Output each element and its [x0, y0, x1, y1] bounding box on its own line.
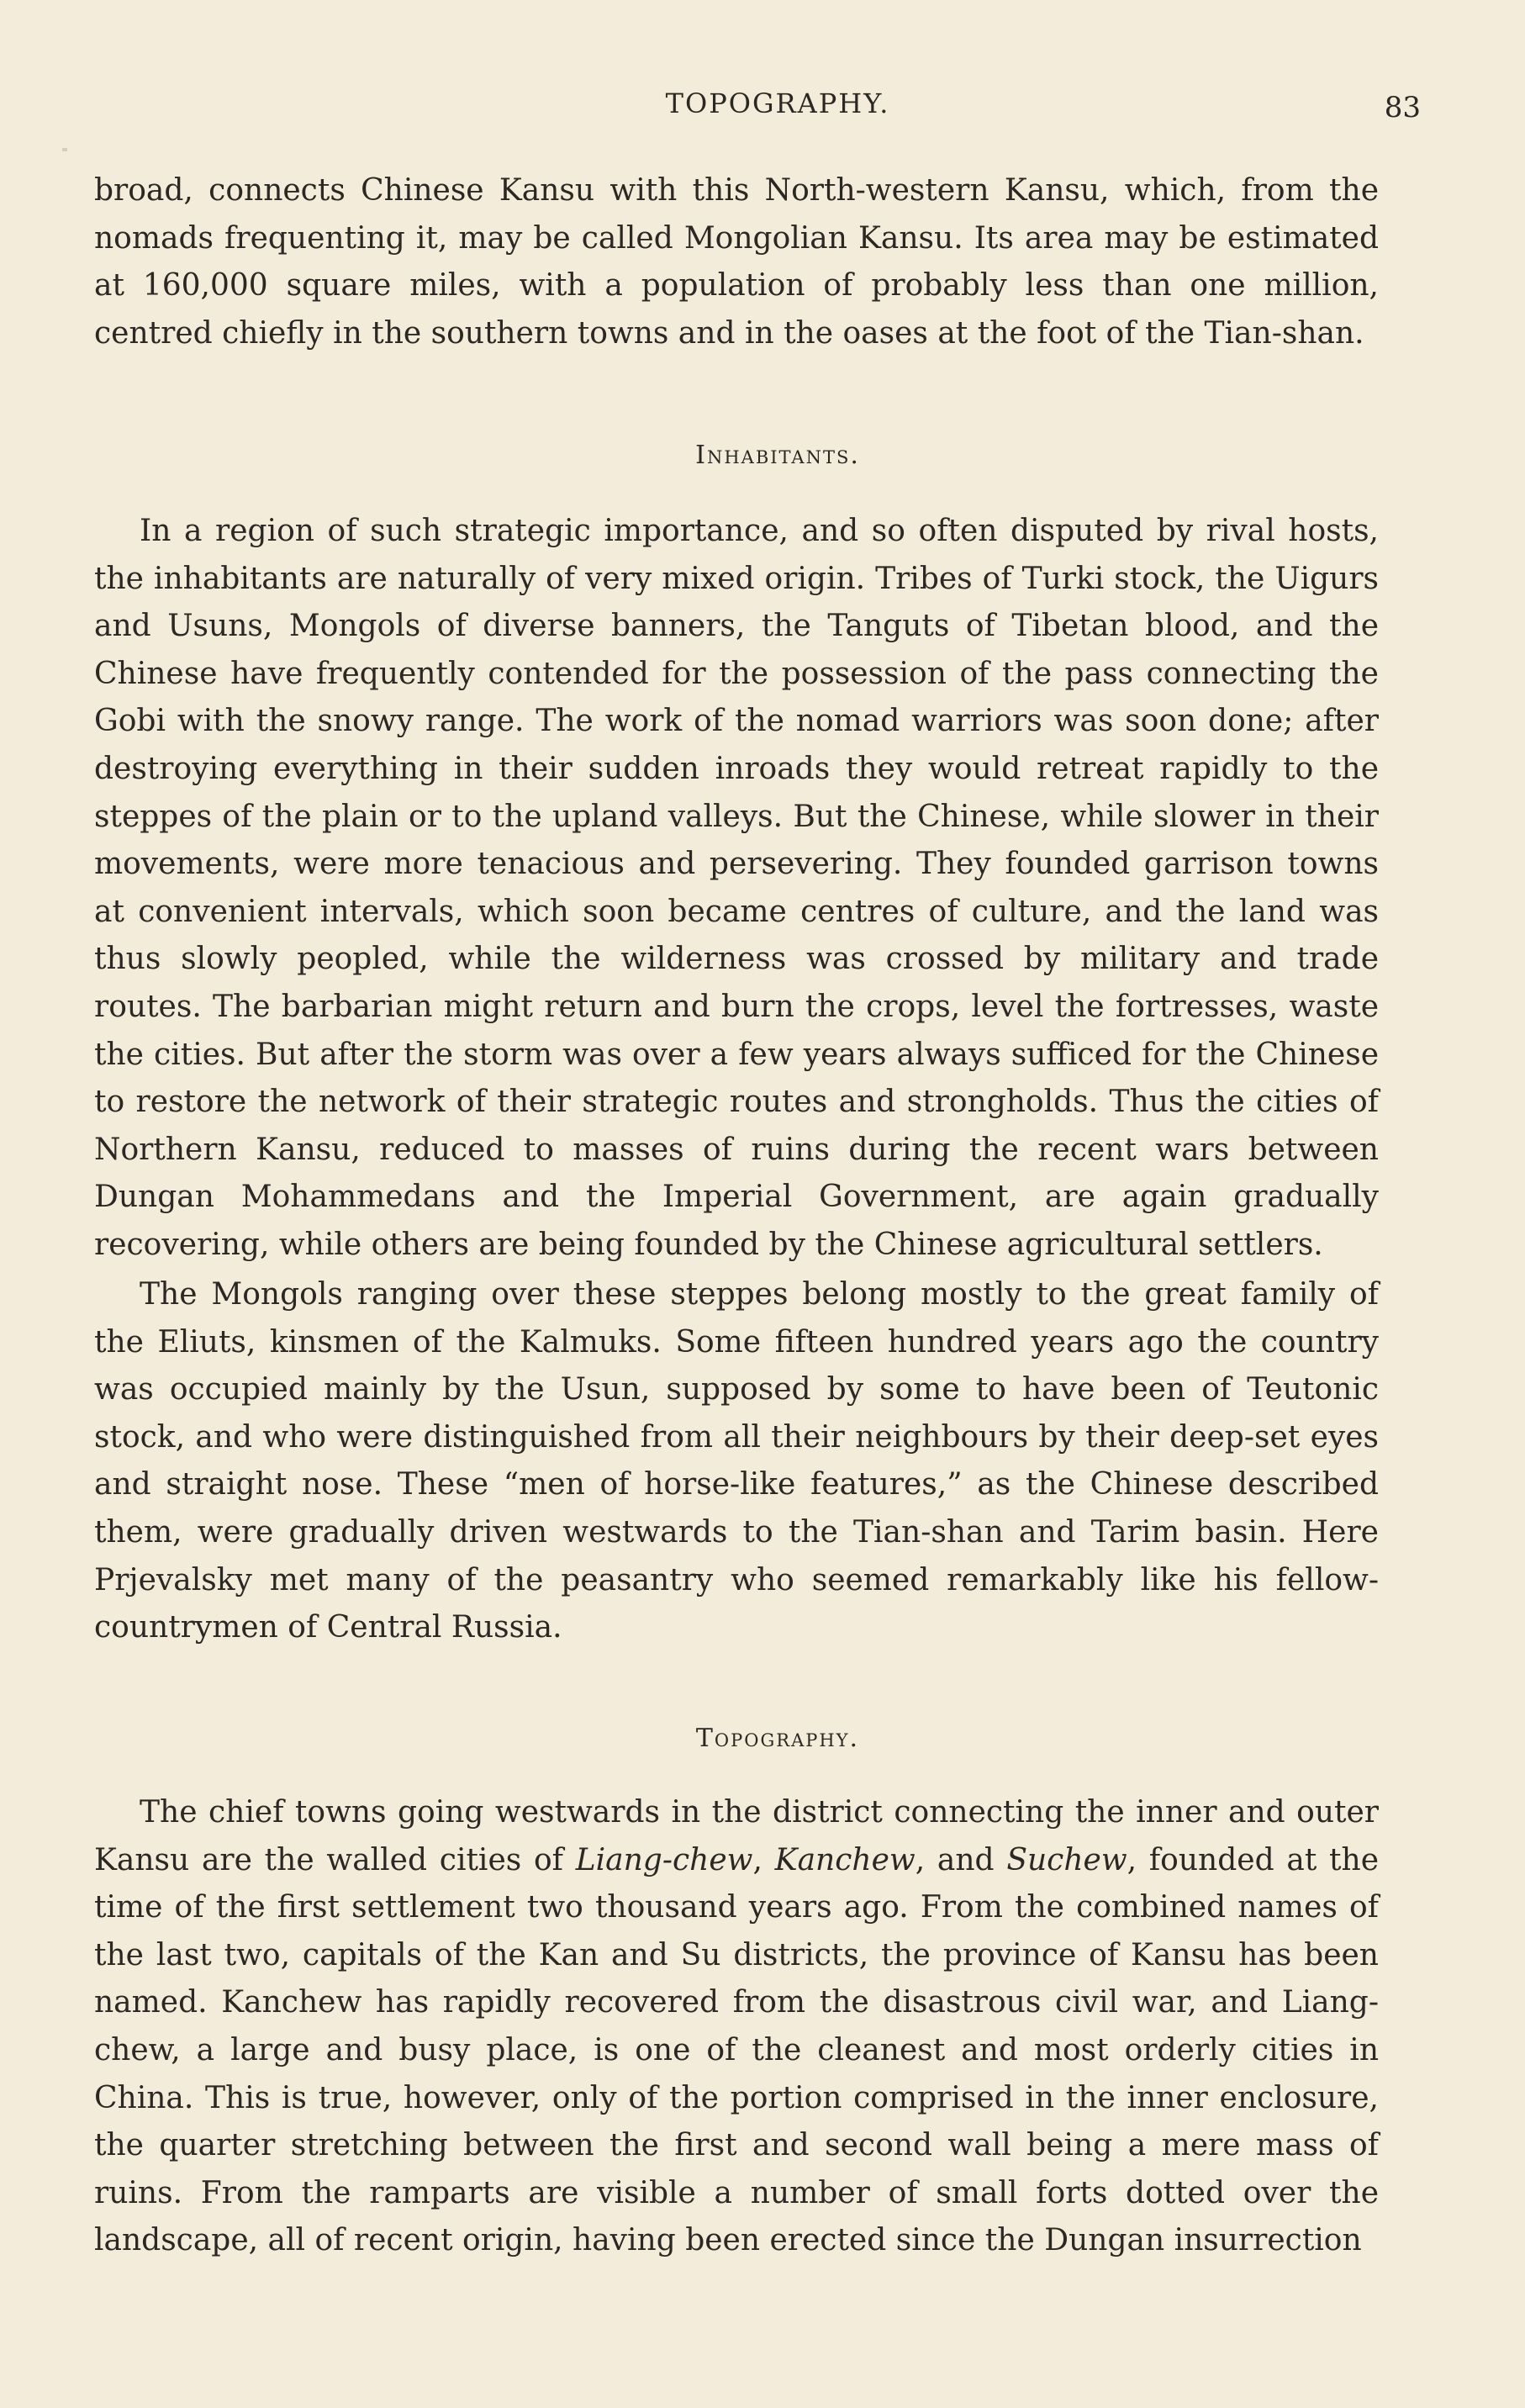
paper-speck	[62, 148, 67, 151]
text-run: , and	[915, 1842, 1007, 1877]
paragraph-continued: broad, connects Chinese Kansu with this North-western Kansu, which, from the nomads frequenting it, may be called Mongolian Kansu. Its area may be estimated at 160,000 square miles, with a population of probably less than one million, centred chiefly in the southern towns and in the oases at the foot of the Tian-shan.	[94, 173, 1379, 351]
city-name-kanchew: Kanchew	[774, 1842, 916, 1877]
paragraph-inhabitants-2: The Mongols ranging over these steppes belong mostly to the great family of the Eliuts, kinsmen of the Kalmuks. Some fifteen hundred years ago the country was occupied mainly by the Usun, supposed by some to have been of Teutonic stock, and who were distinguished from all their neighbours by their deep-set eyes and straight nose. These “men of horse-like features,” as the Chinese described them, were gradually driven westwards to the Tian-shan and Tarim basin. Here Prjevalsky met many of the peasantry who seemed remarkably like his fellow-countrymen of Central Russia.	[94, 1277, 1379, 1645]
city-name-liang-chew: Liang-chew	[575, 1842, 753, 1877]
text-run: ,	[752, 1842, 775, 1877]
paragraph-inhabitants-1: In a region of such strategic importance, and so often disputed by rival hosts, the inhabitants are naturally of very mixed origin. Tribes of Turki stock, the Uigurs and Usuns, Mongols of diverse banners, the Tanguts of Tibetan blood, and the Chinese have frequently contended for the possession of the pass connecting the Gobi with the snowy range. The work of the nomad warriors was soon done; after destroying everything in their sudden inroads they would retreat rapidly to the steppes of the plain or to the upland valleys. But the Chinese, while slower in their movements, were more tenacious and persevering. They founded garrison towns at convenient intervals, which soon became centres of culture, and the land was thus slowly peopled, while the wilderness was crossed by military and trade routes. The barbarian might return and burn the crops, level the fortresses, waste the cities. But after the storm was over a few years always sufficed for the Chinese to restore the network of their strategic routes and strongholds. Thus the cities of Northern Kansu, reduced to masses of ruins during the recent wars between Dungan Mohammedans and the Imperial Government, are again gradually recovering, while others are being founded by the Chinese agricultural settlers.	[94, 514, 1379, 1262]
text-run: The chief towns going westwards in the district connecting the inner and outer Kansu are the walled cities of	[94, 1795, 1379, 1877]
section-heading-topography: Topography.	[695, 1724, 860, 1753]
running-title: TOPOGRAPHY.	[665, 87, 890, 119]
page-number: 83	[1384, 91, 1421, 124]
text-run: , founded at the time of the first settlement two thousand years ago. From the combined names of the last two, capitals of the Kan and Su districts, the province of Kansu has been named. Kanchew has rapidly recovered from the disastrous civil war, and Liang-chew, a large and busy place, is one of the cleanest and most orderly cities in China. This is true, however, only of the portion comprised in the inner enclosure, the quarter stretching between the first and second wall being a mere mass of ruins. From the ramparts are visible a number of small forts dotted over the landscape, all of recent origin, having been erected since the Dungan insurrection	[94, 1842, 1379, 2258]
section-heading-inhabitants: Inhabitants.	[695, 441, 860, 470]
paragraph-topography-1	[94, 1789, 1379, 2265]
running-head	[168, 87, 1421, 129]
city-name-suchew: Suchew	[1006, 1842, 1127, 1877]
